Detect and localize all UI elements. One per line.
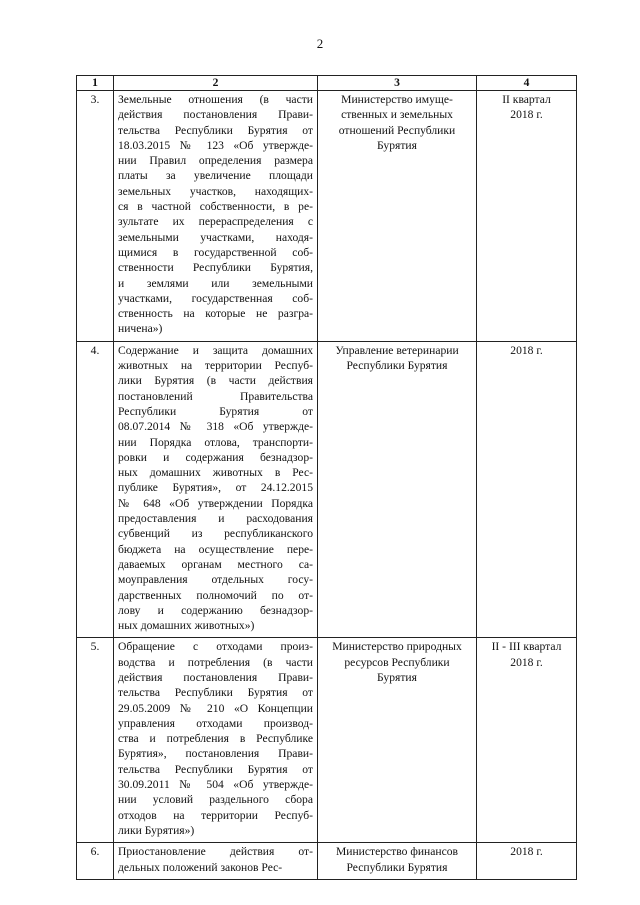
- description-line: отходов на территории Респуб-: [118, 808, 313, 822]
- description-line: платы за увеличение площади: [118, 169, 313, 183]
- description-line: 30.09.2011 № 504 «Об утвержде-: [118, 778, 313, 792]
- row-number: 4.: [77, 341, 114, 638]
- header-col-2: 2: [114, 76, 318, 91]
- description-line: даваемых органам местного са-: [118, 557, 313, 571]
- page-number: 2: [316, 36, 324, 51]
- row-number: 6.: [77, 843, 114, 880]
- header-col-3: 3: [318, 76, 477, 91]
- description-line: Обращение с отходами произ-: [118, 640, 313, 654]
- description-line: Земельные отношения (в части: [118, 93, 313, 106]
- description-line: лики Бурятия (в части действия: [118, 374, 313, 388]
- description-line: зультате их перераспределения с: [118, 215, 313, 229]
- table-row: [77, 638, 577, 843]
- header-col-4: 4: [477, 76, 577, 91]
- executor-line: Республики Бурятия: [346, 860, 448, 874]
- executor-cell: [318, 91, 477, 342]
- term-line: 2018 г.: [510, 655, 543, 669]
- description-line: моуправления отдельных госу-: [118, 573, 313, 587]
- description-line: действия постановления Прави-: [118, 670, 313, 684]
- executor-line: ресурсов Республики: [344, 655, 450, 669]
- table-row: [77, 341, 577, 638]
- executor-line: Бурятия: [377, 138, 417, 152]
- executor-cell: [318, 341, 477, 638]
- description-line: тельства Республики Бурятия от: [118, 123, 313, 137]
- plan-table: [76, 75, 577, 880]
- description-line: лову и содержанию безнадзор-: [118, 603, 313, 617]
- description-line: 18.03.2015 № 123 «Об утвержде-: [118, 138, 313, 152]
- executor-line: Министерство имуще-: [341, 93, 453, 106]
- description-line: ных домашних животных»): [118, 619, 255, 633]
- description-line: ровки и содержания безнадзор-: [118, 450, 313, 464]
- executor-cell: [318, 843, 477, 880]
- measure-description: [114, 638, 318, 843]
- description-line: действия постановления Прави-: [118, 108, 313, 122]
- measure-description: [114, 843, 318, 880]
- executor-line: отношений Республики: [338, 123, 456, 137]
- table-row: [77, 843, 577, 880]
- description-line: тельства Республики Бурятия от: [118, 686, 313, 700]
- description-line: нии Порядка отлова, транспорти-: [118, 435, 313, 449]
- description-line: 29.05.2009 № 210 «О Концепции: [118, 701, 313, 715]
- description-line: водства и потребления (в части: [118, 655, 313, 669]
- description-line: земельных участков, находящих-: [118, 184, 313, 198]
- row-number: 5.: [77, 638, 114, 843]
- description-line: предоставления и расходования: [118, 512, 313, 526]
- executor-line: Бурятия: [377, 670, 417, 684]
- description-line: публике Бурятия», от 24.12.2015: [118, 481, 313, 495]
- description-line: животных на территории Респуб-: [118, 359, 313, 373]
- description-line: Приостановление действия от-: [118, 845, 313, 859]
- description-line: бюджета на осуществление пере-: [118, 542, 313, 556]
- description-line: щимися в государственной соб-: [118, 245, 313, 259]
- executor-line: Министерство финансов: [335, 845, 459, 859]
- description-line: Содержание и защита домашних: [118, 343, 313, 357]
- description-line: субвенций из республиканского: [118, 527, 313, 541]
- measure-description: [114, 91, 318, 342]
- table-header-row: [77, 76, 577, 91]
- description-line: нии условий раздельного сбора: [118, 793, 313, 807]
- table-row: [77, 91, 577, 342]
- row-number: 3.: [77, 91, 114, 342]
- term-line: 2018 г.: [510, 343, 543, 357]
- measure-description: [114, 341, 318, 638]
- term-cell: [477, 91, 577, 342]
- description-line: дельных положений законов Рес-: [118, 860, 283, 874]
- header-col-1: 1: [77, 76, 114, 91]
- executor-line: Министерство природных: [332, 640, 462, 654]
- description-line: дарственных полномочий по от-: [118, 588, 313, 602]
- term-cell: [477, 341, 577, 638]
- term-line: 2018 г.: [510, 845, 543, 859]
- executor-cell: [318, 638, 477, 843]
- term-cell: [477, 638, 577, 843]
- description-line: Бурятия», постановления Прави-: [118, 747, 313, 761]
- executor-line: ственных и земельных: [341, 108, 453, 122]
- description-line: нии Правил определения размера: [118, 154, 313, 168]
- description-line: постановлений Правительства: [118, 389, 313, 403]
- term-line: 2018 г.: [510, 108, 543, 122]
- description-line: ственности Республики Бурятия,: [118, 261, 313, 275]
- description-line: ся в частной собственности, в ре-: [118, 200, 313, 214]
- description-line: лики Бурятия»): [118, 823, 195, 837]
- description-line: № 648 «Об утверждении Порядка: [118, 496, 313, 510]
- executor-line: Республики Бурятия: [346, 359, 448, 373]
- term-line: II квартал: [502, 93, 551, 106]
- description-line: земельными участками, находя-: [118, 230, 313, 244]
- description-line: управления отходами производ-: [118, 716, 313, 730]
- term-line: II - III квартал: [491, 640, 562, 654]
- description-line: ства и потребления в Республике: [118, 732, 313, 746]
- term-cell: [477, 843, 577, 880]
- description-line: Республики Бурятия от: [118, 404, 313, 418]
- description-line: ничена»): [118, 322, 163, 336]
- description-line: и землями или земельными: [118, 276, 313, 290]
- description-line: тельства Республики Бурятия от: [118, 762, 313, 776]
- executor-line: Управление ветеринарии: [335, 343, 459, 357]
- description-line: ных домашних животных в Рес-: [118, 466, 313, 480]
- description-line: 08.07.2014 № 318 «Об утвержде-: [118, 420, 313, 434]
- description-line: ственность на которые не разгра-: [118, 307, 313, 321]
- description-line: участками, государственная соб-: [118, 291, 313, 305]
